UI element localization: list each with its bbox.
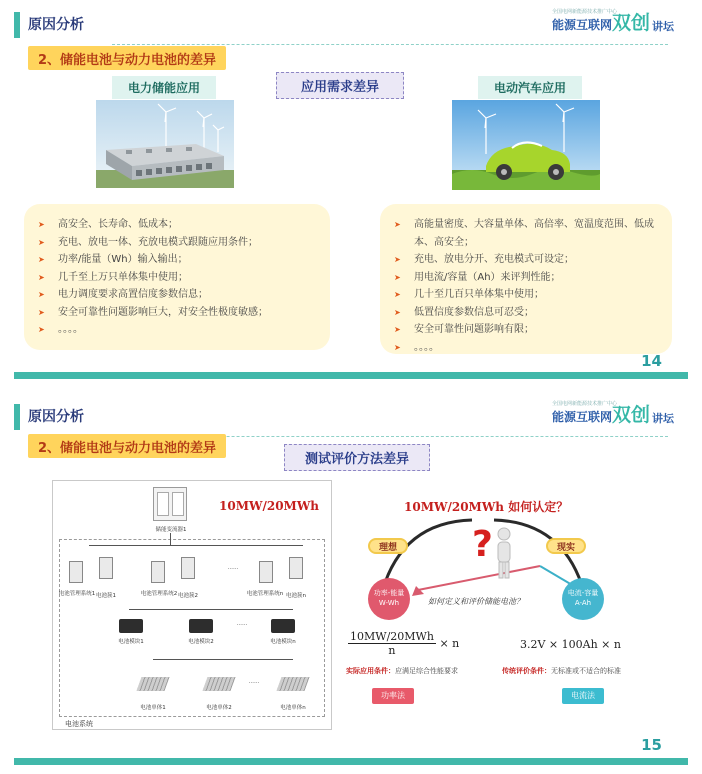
condition-text: 无标准或不适合的标准 — [551, 667, 621, 675]
left-tag: 电力储能应用 — [112, 76, 216, 99]
module-label: 电池模块1 — [118, 639, 144, 645]
ellipsis: …… — [227, 565, 239, 571]
cluster-label: 电池簇n — [286, 593, 306, 599]
cluster-icon — [181, 557, 195, 579]
page-number: 15 — [641, 736, 662, 754]
actual-condition — [346, 666, 458, 676]
question-title: 10MW/20MWh 如何认定？ — [404, 500, 569, 514]
circle-text: W-Wh — [378, 599, 400, 607]
battery-cell-icon — [202, 677, 235, 691]
logo-main-text: 能源互联网 — [552, 410, 613, 424]
bms-icon — [259, 561, 273, 583]
logo — [552, 6, 680, 40]
formula-numerator: 10MW/20MWh — [350, 630, 434, 643]
list-item: ➤ 几千至上万只单体集中使用； — [38, 269, 316, 287]
slide-15 — [0, 392, 702, 774]
module-label: 电池模块n — [270, 639, 296, 645]
ellipsis: …… — [236, 621, 248, 627]
bms-label: 电池管理系统2 — [140, 591, 178, 597]
ellipsis: …… — [248, 679, 260, 685]
cluster-label: 电池簇1 — [96, 593, 116, 599]
list-item: ➤ 安全可靠性问题影响巨大，对安全性极度敏感； — [38, 304, 316, 322]
cluster-icon — [99, 557, 113, 579]
list-item: ➤ 用电流/容量（Ah）来评判性能； — [394, 269, 658, 287]
electric-car-image — [452, 100, 600, 190]
question-person-icon — [470, 520, 520, 582]
accent-bar — [14, 404, 20, 430]
list-item: ➤ 高能量密度、大容量单体、高倍率、宽温度范围、低成本、高安全； — [394, 216, 658, 251]
list-item: ➤ 功率/能量（Wh）输入输出； — [38, 251, 316, 269]
condition-label: 实际应用条件： — [346, 667, 395, 675]
center-tag: 应用需求差异 — [276, 72, 404, 99]
section-title: 原因分析 — [28, 409, 84, 425]
cluster-icon — [289, 557, 303, 579]
logo-big-text: 双创 — [612, 404, 651, 426]
circle-text: 功率-能量 — [373, 589, 405, 597]
slide-14 — [0, 0, 702, 384]
converter-label: 储能变流器1 — [155, 527, 187, 533]
condition-label: 传统评价条件： — [502, 667, 551, 675]
cell-label: 电池单体1 — [140, 705, 166, 711]
logo-small-text: 全国电网新能源技术推广中心 — [552, 9, 618, 15]
battery-module-icon — [119, 619, 143, 633]
logo-tail-text: 讲坛 — [652, 20, 674, 33]
converter-cabinet-icon — [153, 487, 187, 521]
list-item: ➤ 充电、放电一体、充放电模式跟随应用条件； — [38, 234, 316, 252]
svg-text:?: ? — [472, 524, 493, 565]
circle-text: 电流-容量 — [567, 589, 599, 597]
logo — [552, 398, 680, 432]
logo-main-text: 能源互联网 — [552, 18, 613, 32]
current-method-button: 电流法 — [562, 688, 604, 704]
battery-module-icon — [271, 619, 295, 633]
cluster-label: 电池簇2 — [178, 593, 198, 599]
list-item: ➤ 电力调度要求高置信度参数信息； — [38, 286, 316, 304]
storage-features-panel — [24, 204, 330, 350]
ideal-bubble: 理想 — [368, 538, 408, 554]
formula-tail: × n — [439, 637, 460, 650]
ev-features-panel — [380, 204, 672, 354]
current-formula: 3.2V × 100Ah × n — [520, 638, 621, 651]
cell-label: 电池单体2 — [206, 705, 232, 711]
system-label: 电池系统 — [65, 720, 93, 728]
circle-text: A-Ah — [574, 599, 592, 607]
reality-bubble: 现实 — [546, 538, 586, 554]
rating-label: 10MW/20MWh — [219, 499, 320, 513]
list-item: ➤ 安全可靠性问题影响有限； — [394, 321, 658, 339]
power-energy-circle — [368, 578, 410, 620]
battery-cell-icon — [276, 677, 309, 691]
divider — [112, 44, 668, 45]
battery-system-diagram — [52, 480, 332, 730]
subtitle: 2、储能电池与动力电池的差异 — [28, 434, 226, 458]
list-item: ➤ 高安全、长寿命、低成本； — [38, 216, 316, 234]
cell-label: 电池单体n — [280, 705, 306, 711]
condition-text: 应满足综合性能要求 — [395, 667, 458, 675]
traditional-condition — [502, 666, 621, 676]
connector-line — [153, 659, 293, 660]
module-label: 电池模块2 — [188, 639, 214, 645]
list-item: ➤ 充电、放电分开、充电模式可设定； — [394, 251, 658, 269]
power-formula — [348, 630, 459, 657]
formula-denominator: n — [388, 644, 396, 657]
logo-tail-text: 讲坛 — [652, 412, 674, 425]
subtitle: 2、储能电池与动力电池的差异 — [28, 46, 226, 70]
list-item: ➤ 几十至几百只单体集中使用； — [394, 286, 658, 304]
list-item: ➤ 。。。。 — [38, 321, 316, 339]
list-item: ➤ 低置信度参数信息可忍受； — [394, 304, 658, 322]
bottom-bar — [14, 372, 688, 379]
connector-line — [89, 545, 303, 546]
section-title: 原因分析 — [28, 17, 84, 33]
power-method-button: 功率法 — [372, 688, 414, 704]
right-tag: 电动汽车应用 — [478, 76, 582, 99]
connector-line — [170, 533, 171, 545]
list-item: ➤ 。。。。 — [394, 339, 658, 357]
logo-small-text: 全国电网新能源技术推广中心 — [552, 401, 618, 407]
battery-module-icon — [189, 619, 213, 633]
bottom-bar — [14, 758, 688, 765]
logo-big-text: 双创 — [612, 12, 651, 34]
bms-icon — [69, 561, 83, 583]
center-tag: 测试评价方法差异 — [284, 444, 430, 471]
middle-question: 如何定义和评价储能电池？ — [428, 597, 524, 606]
battery-cell-icon — [136, 677, 169, 691]
current-capacity-circle — [562, 578, 604, 620]
page-number: 14 — [641, 352, 662, 370]
bms-label: 电池管理系统n — [246, 591, 284, 597]
bms-icon — [151, 561, 165, 583]
storage-facility-image — [96, 100, 234, 188]
bms-label: 电池管理系统1 — [58, 591, 96, 597]
connector-line — [129, 609, 293, 610]
accent-bar — [14, 12, 20, 38]
